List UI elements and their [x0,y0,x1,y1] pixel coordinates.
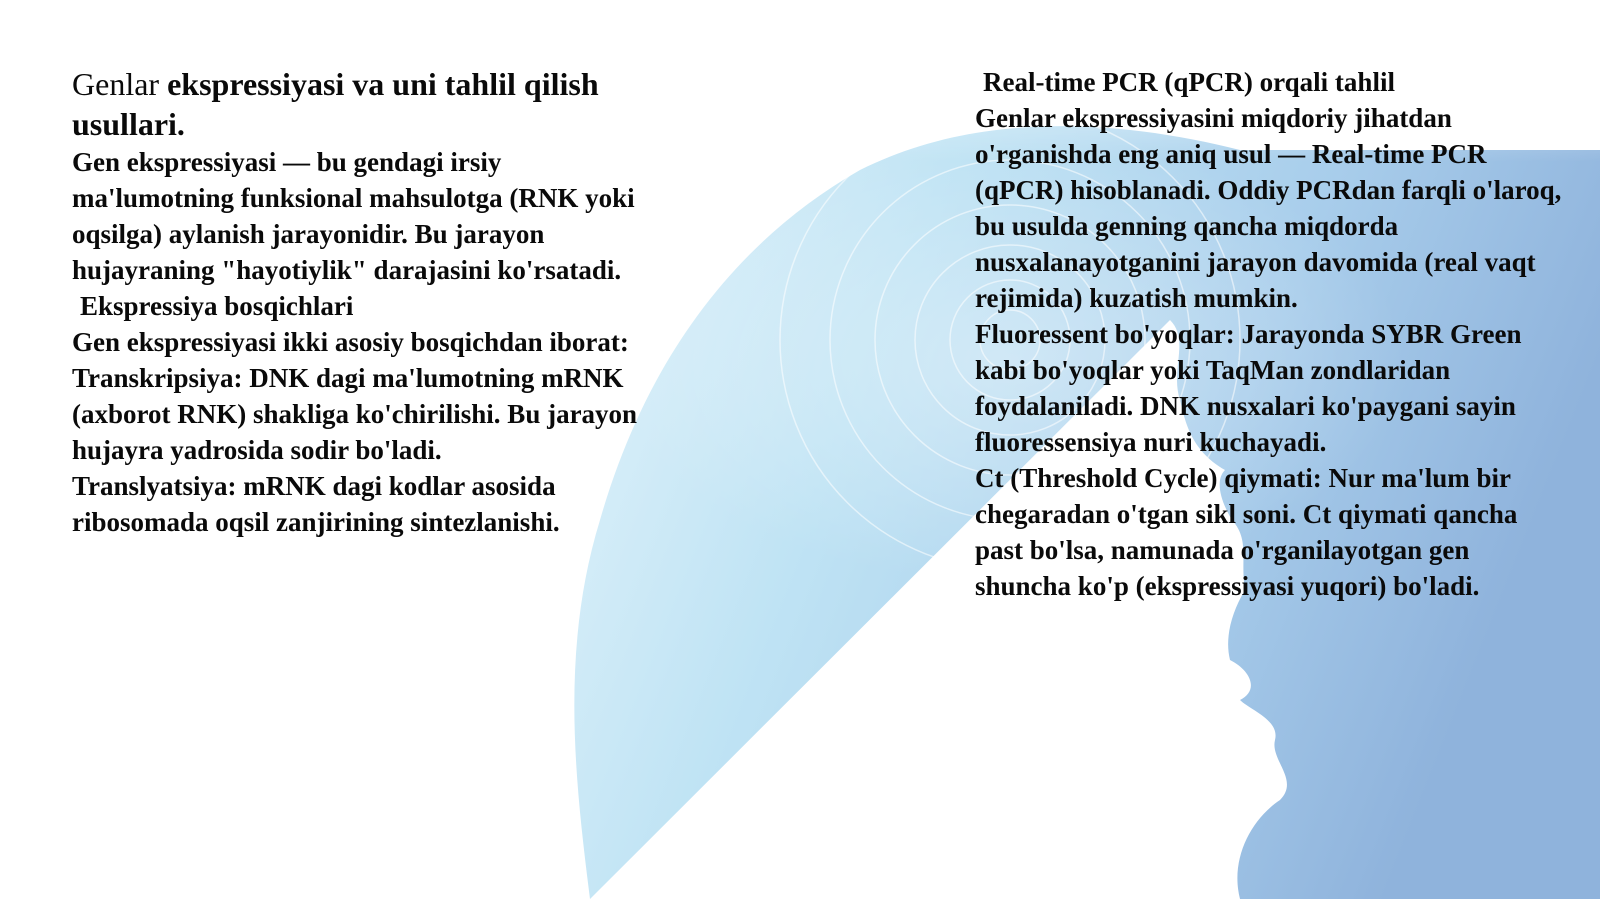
fluorescent-dyes-paragraph: Fluoressent bo'yoqlar: Jarayonda SYBR Green kabi bo'yoqlar yoki TaqMan zondlaridan foydalaniladi. DNK nusxalari ko'paygani sayin fluoressensiya nuri kuchayadi. [975,319,1522,457]
transcription-paragraph: Transkripsiya: DNK dagi ma'lumotning mRNK (axborot RNK) shakliga ko'chirilishi. Bu jarayon hujayra yadrosida sodir bo'ladi. [72,363,638,465]
title-normal-part: Genlar [72,66,160,102]
qpcr-heading: Real-time PCR (qPCR) orqali tahlil [983,67,1395,97]
right-text-column [975,64,1565,604]
expression-stages-heading: Ekspressiya bosqichlari [80,291,354,321]
stages-intro: Gen ekspressiyasi ikki asosiy bosqichdan iborat: [72,327,629,357]
gene-expression-definition: Gen ekspressiyasi — bu gendagi irsiy ma'lumotning funksional mahsulotga (RNK yoki oqsilga) aylanish jarayonidir. Bu jarayon hujayraning "hayotiylik" darajasini ko'rsatadi. [72,147,635,285]
translation-paragraph: Translyatsiya: mRNK dagi kodlar asosida ribosomada oqsil zanjirining sintezlanishi. [72,471,560,537]
ct-value-paragraph: Ct (Threshold Cycle) qiymati: Nur ma'lum bir chegaradan o'tgan sikl soni. Ct qiymati qancha past bo'lsa, namunada o'rganilayotgan gen shuncha ko'p (ekspressiyasi yuqori) bo'ladi. [975,463,1518,601]
left-text-column [72,64,652,540]
qpcr-intro: Genlar ekspressiyasini miqdoriy jihatdan o'rganishda eng aniq usul — Real-time PCR (qPCR) hisoblanadi. Oddiy PCRdan farqli o'laroq, bu usulda genning qancha miqdorda nusxalanayotganini jarayon davomida (real vaqt rejimida) kuzatish mumkin. [975,103,1562,313]
title-bold-part: ekspressiyasi va uni tahlil qilish usullari. [72,66,599,142]
slide-title [72,64,652,144]
